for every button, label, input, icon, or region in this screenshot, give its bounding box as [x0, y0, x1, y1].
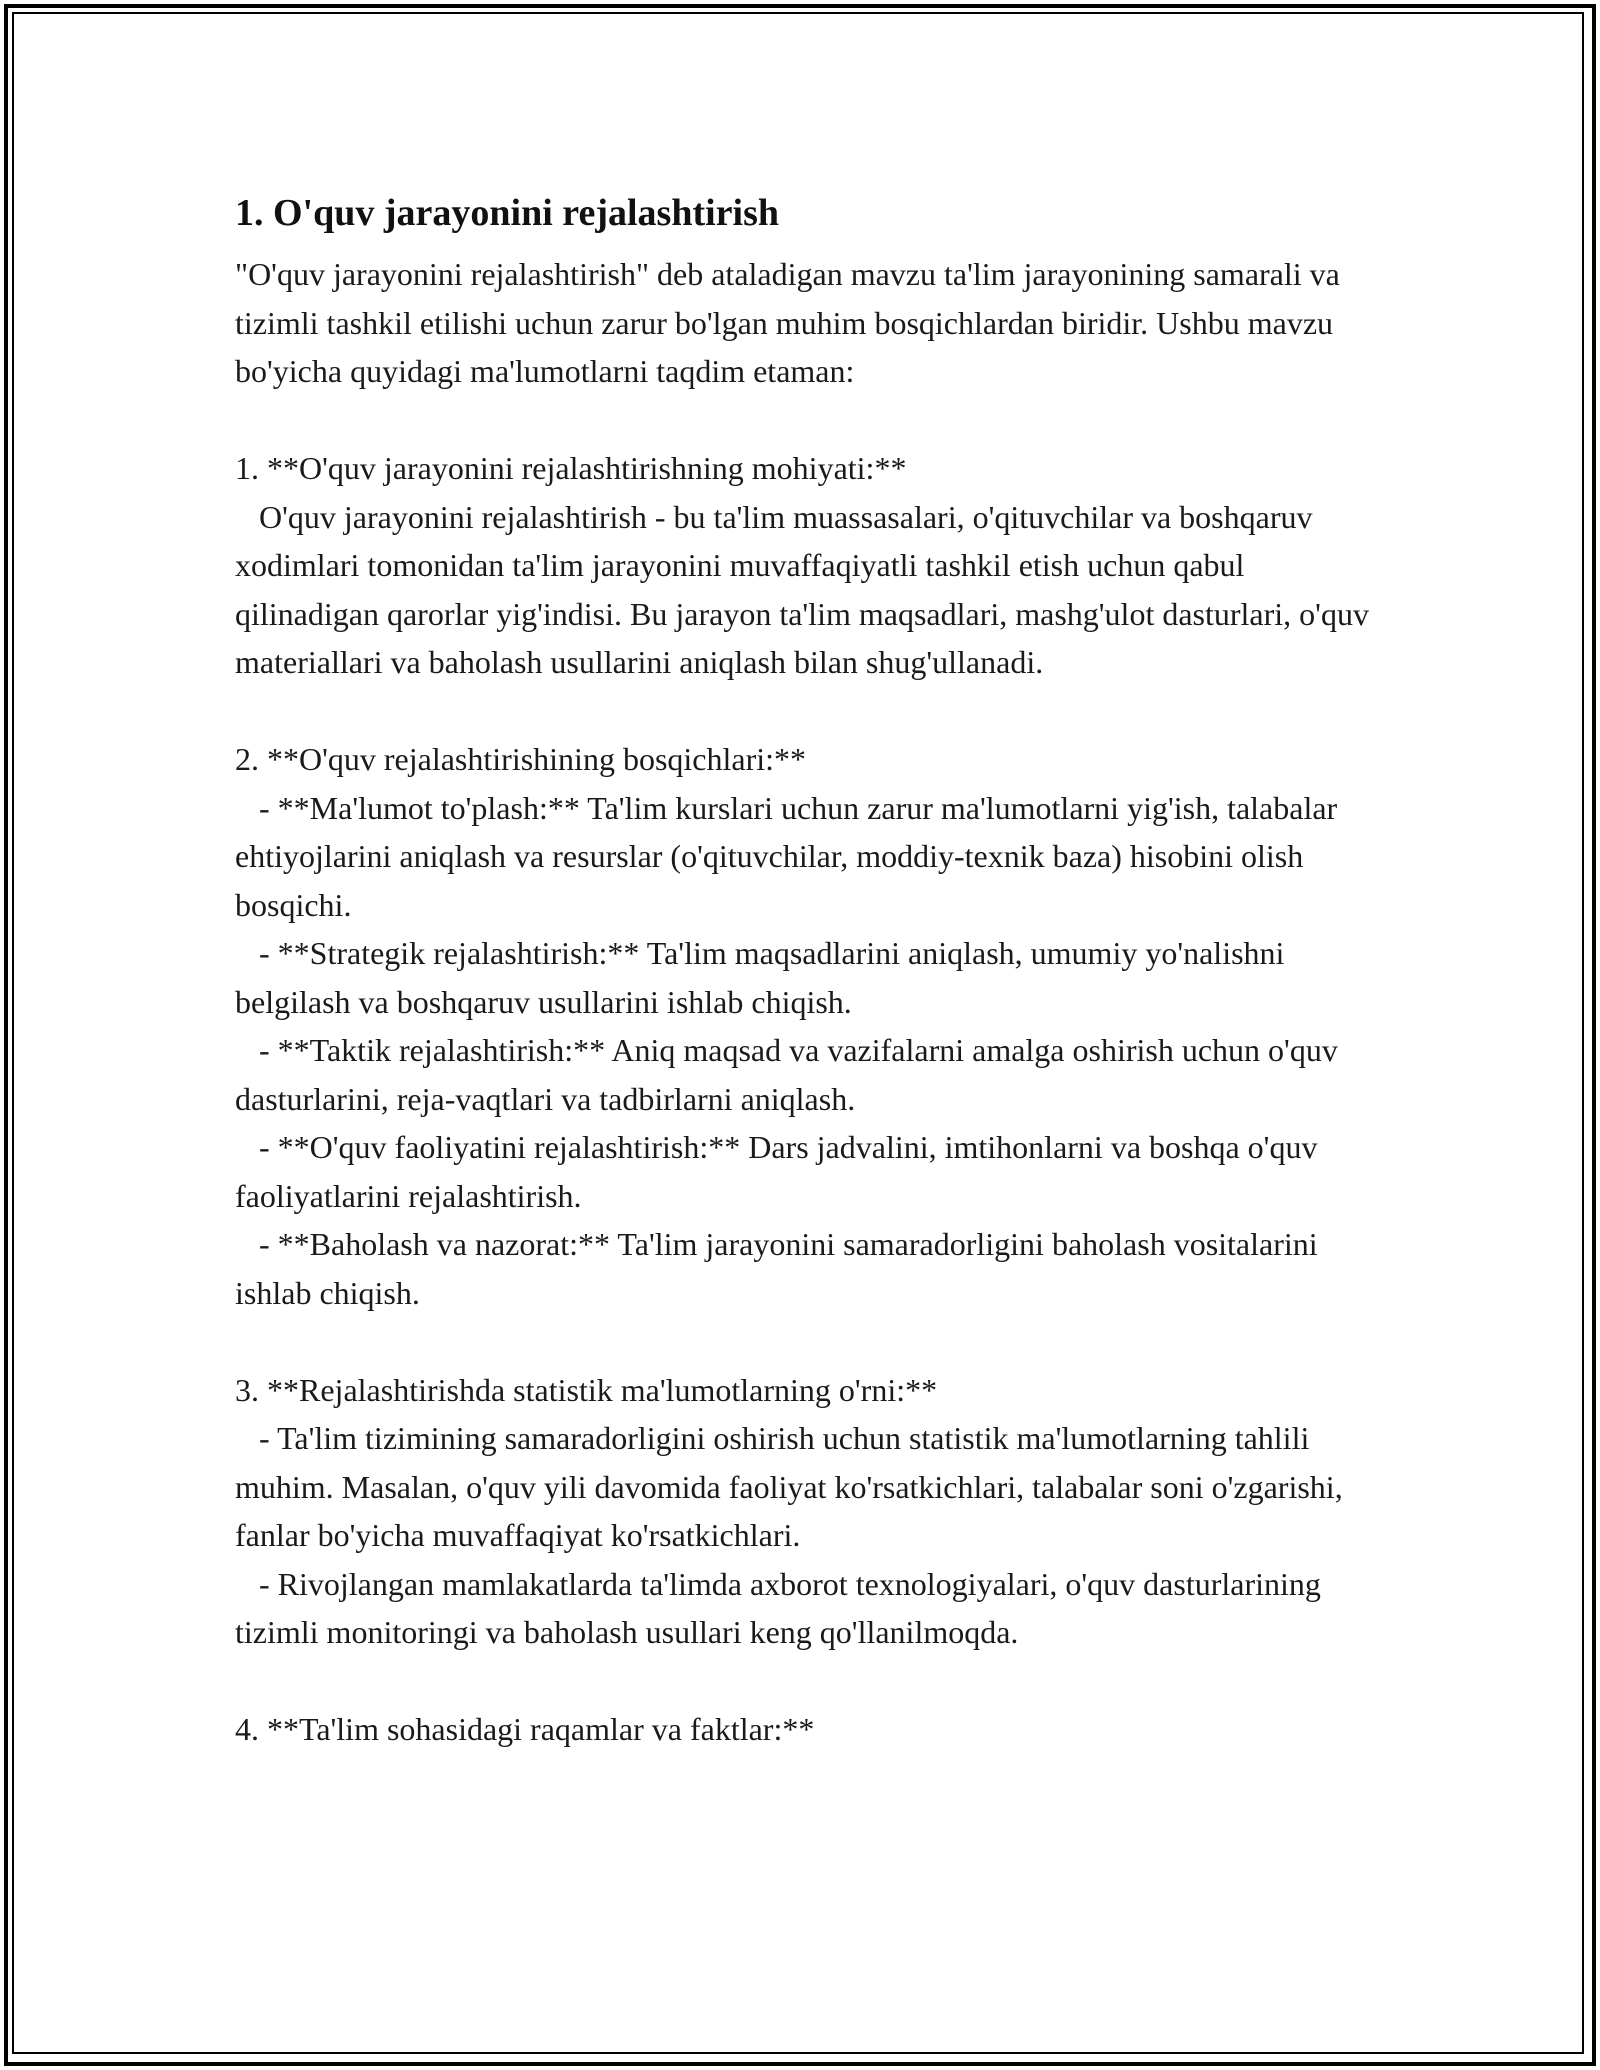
paragraph-gap — [235, 1317, 1385, 1366]
section-heading: 2. **O'quv rejalashtirishining bosqichlari:** — [235, 741, 807, 777]
section-1 — [235, 444, 1385, 687]
list-item: - Ta'lim tizimining samaradorligini oshirish uchun statistik ma'lumotlarning tahlili muhim. Masalan, o'quv yili davomida faoliyat ko'rsatkichlari, talabalar soni o'zgarishi, fanlar bo'yicha muvaffaqiyat ko'rsatkichlari. — [235, 1420, 1351, 1553]
list-item: - **O'quv faoliyatini rejalashtirish:** Dars jadvalini, imtihonlarni va boshqa o'quv faoliyatlarini rejalashtirish. — [235, 1129, 1326, 1214]
section-heading: 1. **O'quv jarayonini rejalashtirishning mohiyati:** — [235, 450, 907, 486]
paragraph-gap — [235, 1657, 1385, 1706]
section-2 — [235, 735, 1385, 1317]
list-item: - **Ma'lumot to'plash:** Ta'lim kurslari uchun zarur ma'lumotlarni yig'ish, talabalar ehtiyojlarini aniqlash va resurslar (o'qituvchilar, moddiy-texnik baza) hisobini olish bosqichi. — [235, 789, 1346, 923]
paragraph-gap — [235, 687, 1385, 736]
list-item: - **Baholash va nazorat:** Ta'lim jarayonini samaradorligini baholash vositalarini ishlab chiqish. — [235, 1226, 1326, 1311]
section-4 — [235, 1705, 1385, 1754]
list-item: - **Strategik rejalashtirish:** Ta'lim maqsadlarini aniqlash, umumiy yo'nalishni belgilash va boshqaruv usullarini ishlab chiqish. — [235, 935, 1293, 1020]
document-body — [235, 186, 1385, 1754]
list-item: - **Taktik rejalashtirish:** Aniq maqsad va vazifalarni amalga oshirish uchun o'quv dasturlarini, reja-vaqtlari va tadbirlarni aniqlash. — [235, 1032, 1346, 1117]
document-title: 1. O'quv jarayonini rejalashtirish — [235, 192, 780, 234]
section-line: O'quv jarayonini rejalashtirish - bu ta'lim muassasalari, o'qituvchilar va boshqaruv xodimlari tomonidan ta'lim jarayonini muvaffaqiyatli tashkil etish uchun qabul qilinadigan qarorlar yig'indisi. Bu jarayon ta'lim maqsadlari, mashg'ulot dasturlari, o'quv materiallari va baholash usullarini aniqlash bilan shug'ullanadi. — [235, 498, 1377, 680]
list-item: - Rivojlangan mamlakatlarda ta'limda axborot texnologiyalari, o'quv dasturlarining tizimli monitoringi va baholash usullari keng qo'llanilmoqda. — [235, 1565, 1329, 1650]
section-3 — [235, 1366, 1385, 1657]
section-heading: 3. **Rejalashtirishda statistik ma'lumotlarning o'rni:** — [235, 1371, 938, 1408]
intro-paragraph: "O'quv jarayonini rejalashtirish" deb ataladigan mavzu ta'lim jarayonining samarali va tizimli tashkil etilishi uchun zarur bo'lgan muhim bosqichlardan biridir. Ushbu mavzu bo'yicha quyidagi ma'lumotlarni taqdim etaman: — [235, 256, 1348, 389]
paragraph-gap — [235, 396, 1385, 445]
section-heading: 4. **Ta'lim sohasidagi raqamlar va faktlar:** — [235, 1711, 815, 1747]
